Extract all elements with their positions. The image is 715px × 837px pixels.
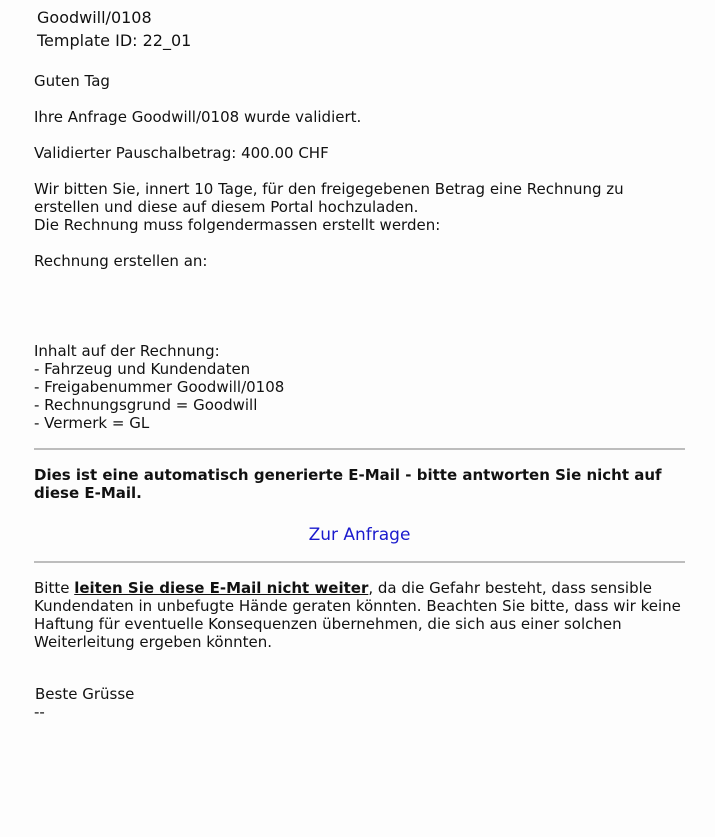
invoice-request-line: Die Rechnung muss folgendermassen erstellt werden: [34,216,441,234]
validated-amount: Validierter Pauschalbetrag: 400.00 CHF [34,144,329,162]
validation-message: Ihre Anfrage Goodwill/0108 wurde validiert. [34,108,362,126]
forwarding-warning-line: Kundendaten in unbefugte Hände geraten könnten. Beachten Sie bitte, dass wir keine [34,597,681,615]
closing-salutation: Beste Grüsse [35,685,135,703]
list-item: - Fahrzeug und Kundendaten [34,360,251,378]
template-id: Template ID: 22_01 [37,31,192,50]
auto-generated-notice [34,466,685,502]
invoice-contents-title: Inhalt auf der Rechnung: [34,342,220,360]
signature-separator: -- [34,703,45,721]
auto-notice-line: Dies ist eine automatisch generierte E-Mail - bitte antworten Sie nicht auf [34,466,662,484]
forwarding-warning-line [34,579,685,597]
email-header [37,6,191,52]
forwarding-warning [34,579,685,651]
reference-number: Goodwill/0108 [37,8,152,27]
list-item: - Vermerk = GL [34,414,150,432]
forwarding-warning-line: Haftung für eventuelle Konsequenzen übernehmen, die sich aus einer solchen [34,615,622,633]
invoice-contents [34,342,685,432]
open-request-link[interactable]: Zur Anfrage [308,525,411,545]
invoice-request [34,180,685,234]
forwarding-warning-line: Weiterleitung ergeben könnten. [34,633,273,651]
forwarding-warning-rest: , da die Gefahr besteht, dass sensible [368,579,652,597]
email-body [34,72,685,721]
invoice-recipient-label: Rechnung erstellen an: [34,252,208,270]
forwarding-warning-prefix: Bitte [34,579,75,597]
invoice-request-line: erstellen und diese auf diesem Portal hochzuladen. [34,198,419,216]
list-item: - Rechnungsgrund = Goodwill [34,396,258,414]
invoice-request-line: Wir bitten Sie, innert 10 Tage, für den freigegebenen Betrag eine Rechnung zu [34,180,624,198]
auto-notice-line: diese E-Mail. [34,484,142,502]
do-not-forward-emphasis: leiten Sie diese E-Mail nicht weiter [74,579,369,597]
request-link-container [34,525,685,545]
greeting: Guten Tag [34,72,110,90]
list-item: - Freigabenummer Goodwill/0108 [34,378,285,396]
